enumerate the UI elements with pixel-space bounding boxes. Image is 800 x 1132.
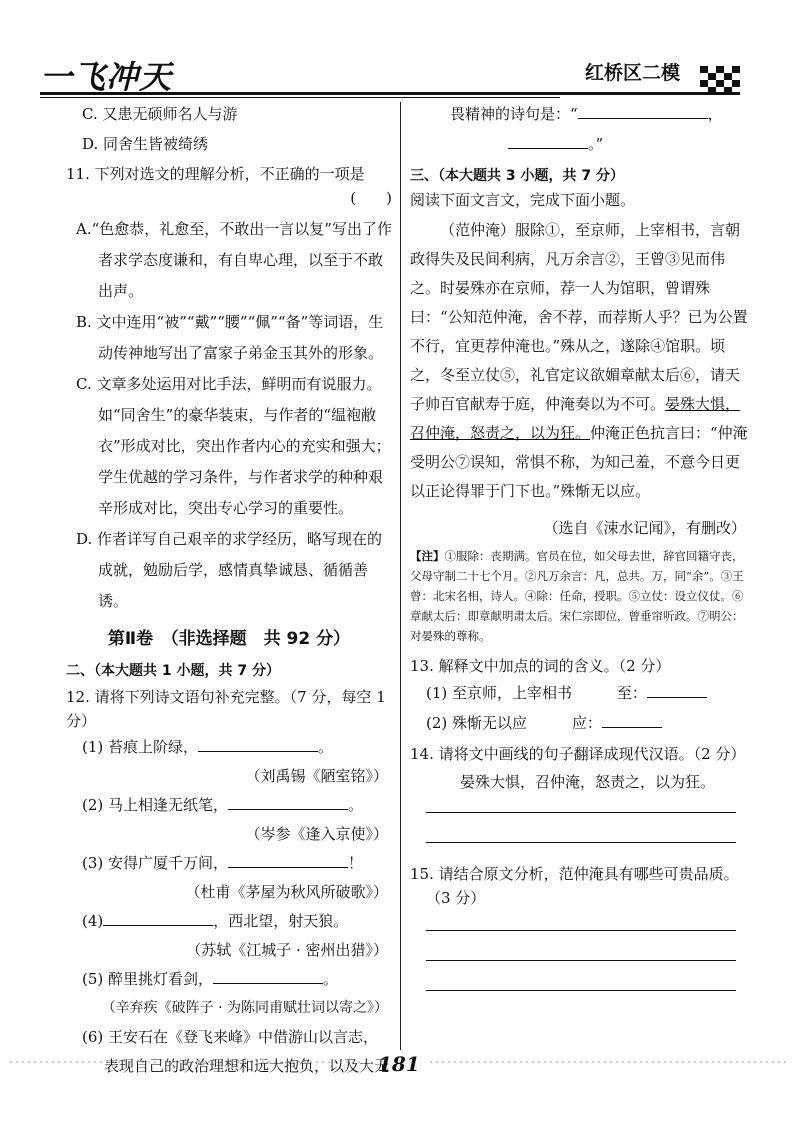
- q12-item-5-text: (5) 醉里挑灯看剑，: [82, 970, 214, 988]
- q15-answer-line-3[interactable]: [426, 990, 736, 992]
- q12-item-2-blank[interactable]: [228, 795, 348, 810]
- annotations-text: ①服除：丧期满。官员在位，如父母去世，辞官回籍守丧，父母守制二十七个月。②凡万余言：凡，总共。万，同“余”。③王曾：北宋名相，诗人。④除：任命，授职。⑤立仗：设立仪仗。⑥章献太后：即章献明肃太后。宋仁宗即位，曾垂帘听政。⑦明公：对晏殊的尊称。: [410, 549, 744, 643]
- q12-item-4: [66, 907, 392, 936]
- q12-item-4-source: （苏轼《江城子 · 密州出猎》）: [186, 941, 388, 959]
- q14-answer-line-2[interactable]: [426, 842, 736, 844]
- page-number: 181: [378, 1052, 420, 1076]
- q13-item-2: [410, 708, 750, 738]
- q12-item-1-source: （刘禹锡《陋室铭》）: [245, 767, 388, 785]
- header-rule: [40, 92, 740, 95]
- q12-item-6-continued-2: [410, 132, 750, 156]
- page-header: [0, 0, 800, 104]
- q11-option-d: D. 作者详写自己艰辛的求学经历，略写现在的成就，勉励后学，感情真挚诚恳、循循善诱。: [76, 530, 383, 610]
- q12-item-1-punct: 。: [318, 738, 334, 756]
- q12-item-6-blank-1[interactable]: [578, 104, 708, 119]
- q12-item-2: [66, 791, 392, 820]
- q12-item-6-continued: [410, 102, 750, 126]
- q11-option-a: A.“色愈恭，礼愈至，不敢出一言以复”写出了作者求学态度谦和，有自卑心理，以至于不敢出声。: [76, 220, 392, 300]
- q13-item-1-blank[interactable]: [647, 683, 707, 698]
- q11-option-c: C. 文章多处运用对比手法，鲜明而有说服力。如“同舍生”的豪华装束，与作者的“缊袍敝衣”形成对比，突出作者内心的充实和强大；学生优越的学习条件，与作者求学的种种艰辛形成对比，突出专心学习的重要性。: [76, 375, 391, 517]
- q12-item-1-blank[interactable]: [198, 737, 318, 752]
- reading-intro: 阅读下面文言文，完成下面小题。: [410, 191, 636, 209]
- left-column: [66, 102, 392, 1081]
- q12-item-4-blank[interactable]: [103, 911, 213, 926]
- q15-answer-lines[interactable]: [410, 930, 750, 992]
- q11-answer-paren: [66, 186, 392, 210]
- q14-sentence: 晏殊大惧，召仲淹，怒责之，以为狂。: [460, 773, 716, 791]
- q10-option-d: D. 同舍生皆被绮绣: [82, 135, 209, 153]
- q15-answer-line-2[interactable]: [426, 960, 736, 962]
- q14-answer-line-1[interactable]: [426, 812, 736, 814]
- q13-item-2-text: (2) 殊惭无以应: [426, 714, 528, 732]
- q11-option-b: B. 文中连用“被”“戴”“腰”“佩”“备”等词语，生动传神地写出了富家子弟金玉其外的形象。: [76, 313, 384, 362]
- header-rule-thin: [40, 97, 560, 98]
- q12-stem: 12. 请将下列诗文语句补充完整。（7 分，每空 1 分）: [66, 688, 386, 730]
- q12-item-3-punct: ！: [348, 854, 364, 872]
- q15-stem: 15. 请结合原文分析，范仲淹具有哪些可贵品质。: [410, 865, 739, 883]
- section-2-heading: 二、（本大题共 1 小题，共 7 分）: [66, 663, 280, 679]
- q12-item-2-source: （岑参《逢入京使》）: [245, 825, 388, 843]
- q12-item-3-text: (3) 安得广厦千万间，: [82, 854, 229, 872]
- exam-region-title: 红桥区二模: [585, 62, 681, 84]
- checker-decoration-icon: [700, 66, 740, 94]
- q12-item-6-blank-2[interactable]: [508, 134, 588, 149]
- q12-item-3-source: （杜甫《茅屋为秋风所破歌》）: [185, 883, 388, 901]
- q12-item-6: (6) 王安石在《登飞来峰》中借游山以言志，表现自己的政治理想和远大抱负，以及大无: [82, 1028, 390, 1075]
- q12-item-1: [66, 733, 392, 762]
- classical-passage: [410, 216, 750, 506]
- q12-item-5-source: （辛弃疾《破阵子 · 为陈同甫赋壮词以寄之》）: [101, 1000, 388, 1016]
- q15-score: （3 分）: [426, 889, 486, 907]
- q14-stem: 14. 请将文中画线的句子翻译成现代汉语。（2 分）: [410, 745, 746, 763]
- q12-cont-text: 畏精神的诗句是：“: [450, 105, 578, 123]
- section-3-heading: 三、（本大题共 3 小题，共 7 分）: [410, 168, 624, 184]
- passage-text-1: （范仲淹）服除①，至京师，上宰相书，言朝政得失及民间利病，凡万余言②，王曾③见而伟之。时晏殊亦在京师，荐一人为馆职，曾谓殊曰：“公知范仲淹，舍不荐，而荐斯人乎？已为公置不行，宜更荐仲淹也。”殊从之，遂除④馆职。顷之，冬至立仗⑤，礼官定议欲媚章献太后⑥，请天子帅百官献寿于庭，仲淹奏以为不可。: [410, 221, 748, 413]
- q11-paren: ( ): [350, 189, 392, 207]
- right-column: [410, 102, 750, 992]
- q14-answer-lines[interactable]: [410, 812, 750, 844]
- q13-item-1-word: 至：: [616, 684, 647, 702]
- q12-item-4-punct: ，西北望，射天狼。: [213, 912, 349, 930]
- q12-item-5-punct: 。: [323, 970, 339, 988]
- q12-item-5-blank[interactable]: [213, 969, 323, 984]
- annotations: [410, 546, 750, 646]
- q13-item-1-text: (1) 至京师，上宰相书: [426, 684, 573, 702]
- column-divider: [400, 102, 401, 1050]
- q13-stem: 13. 解释文中加点的词的含义。（2 分）: [410, 657, 671, 675]
- q12-item-1-text: (1) 苔痕上阶绿，: [82, 738, 199, 756]
- q12-item-5: [66, 965, 392, 994]
- q12-item-3-blank[interactable]: [228, 853, 348, 868]
- q12-item-3: [66, 849, 392, 878]
- q12-item-4-text: (4): [82, 912, 104, 930]
- q11-stem: [66, 162, 392, 186]
- passage-underlined-sentence: 晏殊大惧，召仲淹，怒责之，以为狂。: [410, 395, 741, 442]
- q11-stem-text: 11. 下列对选文的理解分析，不正确的一项是: [66, 165, 365, 183]
- q13-item-2-word: 应：: [571, 714, 602, 732]
- passage-source: （选自《涑水记闻》，有删改）: [543, 519, 746, 537]
- q10-option-c: C. 又患无硕师名人与游: [82, 105, 238, 123]
- series-logo: 一飞冲天: [40, 58, 173, 96]
- q12-item-2-punct: 。: [348, 796, 364, 814]
- volume-title: 第Ⅱ卷 （非选择题 共 92 分）: [107, 629, 351, 649]
- passage-text-2: 仲淹正色抗言曰：“仲淹受明公⑦误知，常惧不称，为知己羞，不意今日更以正论得罪于门下也。”殊惭无以应。: [410, 424, 748, 500]
- q13-item-1: [410, 678, 750, 708]
- q12-cont-comma: ，: [707, 105, 723, 123]
- annotations-label: 【注】: [410, 549, 445, 563]
- q13-item-2-blank[interactable]: [602, 713, 662, 728]
- q15-answer-line-1[interactable]: [426, 930, 736, 932]
- q12-item-2-text: (2) 马上相逢无纸笔，: [82, 796, 229, 814]
- q12-cont-end: 。”: [588, 135, 604, 153]
